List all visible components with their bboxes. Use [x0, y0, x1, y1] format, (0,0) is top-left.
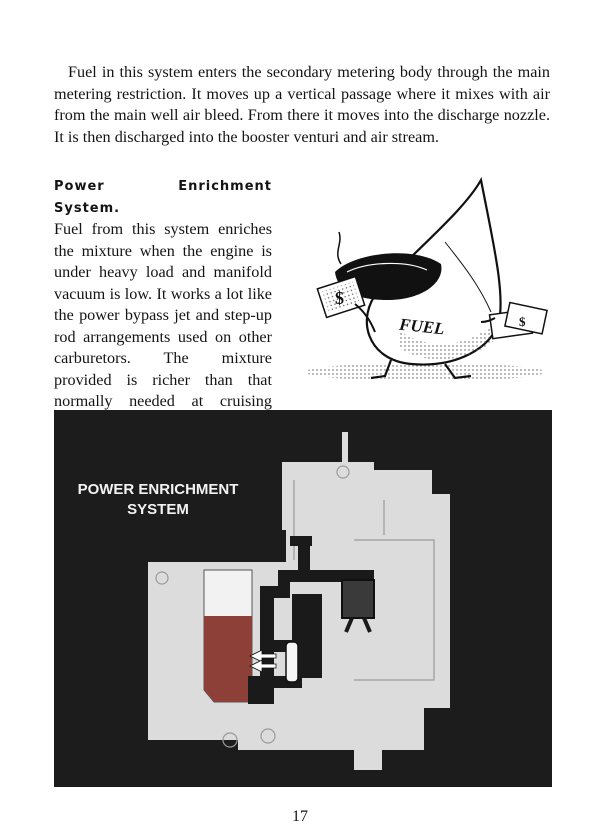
page-number: 17	[292, 808, 308, 825]
fuel-label: FUEL	[398, 314, 446, 339]
fuel-level	[204, 616, 252, 702]
shadow	[305, 363, 545, 381]
power-valve	[286, 642, 298, 682]
intro-paragraph: Fuel in this system enters the secondary metering body through the main metering restriction. It moves up a vertical passage where it mixes with air from the main well air bleed. From there it moves into the discharge nozzle. It is then discharged into the booster venturi and air stream.	[54, 63, 550, 146]
dollar-symbol-left: $	[335, 288, 344, 308]
dollar-symbol-right: $	[519, 314, 526, 329]
diagram-title-line2: SYSTEM	[127, 501, 189, 518]
carburetor-diagram	[54, 410, 552, 787]
left-dollar-bill	[317, 277, 364, 318]
fuel-drop-cartoon	[295, 172, 551, 394]
section-body: Fuel from this system enriches the mixture when the engine is under heavy load and manifold vacuum is low. It works a lot like the power bypass jet and step-up rod arrangements used on other carburetors. The mixture provided is richer than that normally needed at cruising	[54, 220, 272, 410]
discharge-nozzle	[342, 580, 374, 618]
power-enrichment-section	[54, 176, 272, 434]
diagram-title-line1: POWER ENRICHMENT	[77, 481, 239, 498]
section-heading: Power Enrichment System.	[54, 179, 272, 216]
